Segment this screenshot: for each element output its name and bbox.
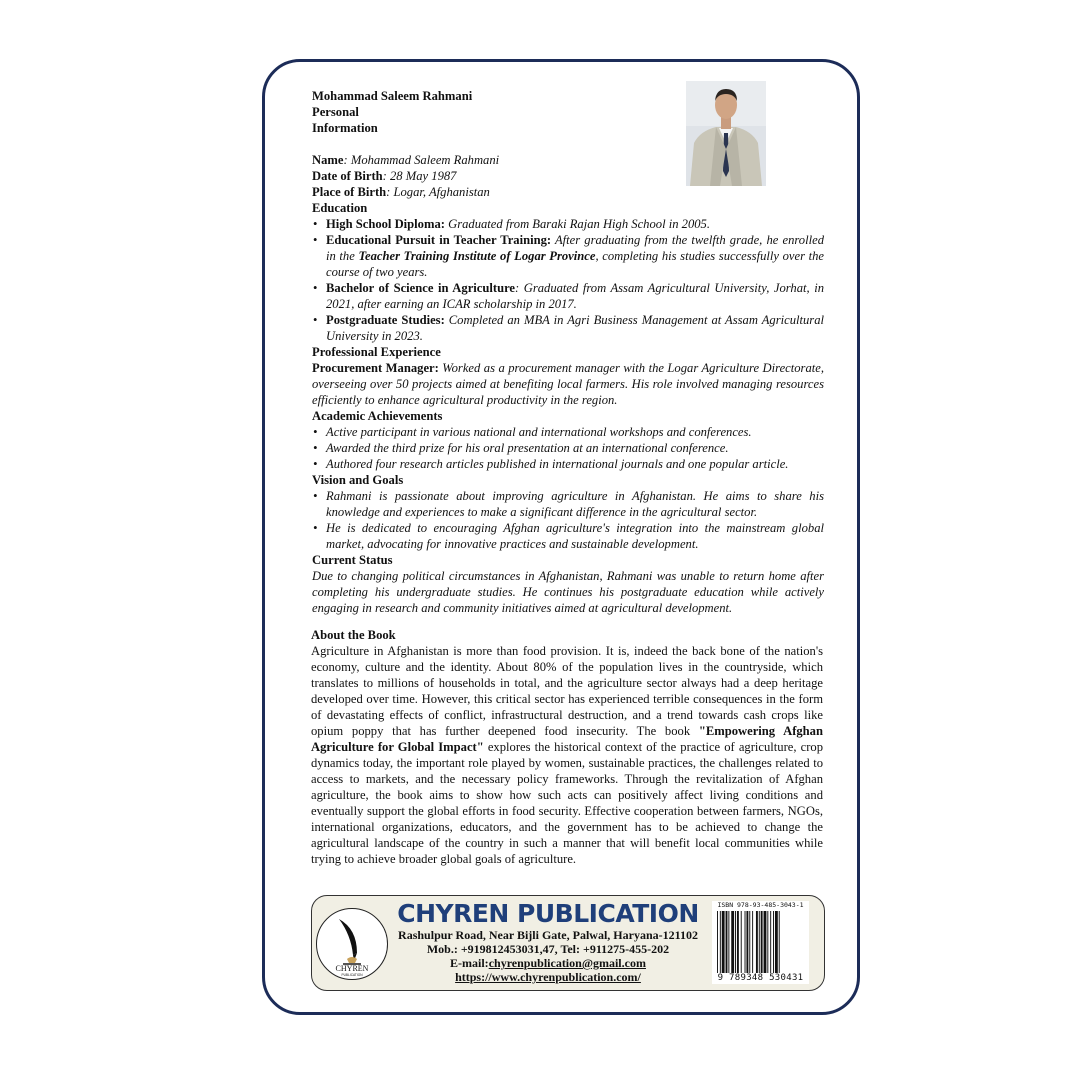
barcode-bars	[712, 901, 809, 984]
tt-institute: Teacher Training Institute of Logar Province	[358, 249, 596, 263]
pob-label: Place of Birth	[312, 185, 387, 199]
pg-text: Completed an MBA in Agri Business Management at Assam Agricultural University in 2023.	[326, 313, 824, 343]
list-item: • Awarded the third prize for his oral presentation at an international conference.	[312, 440, 824, 456]
list-item: • Rahmani is passionate about improving agriculture in Afghanistan. He aims to share his knowledge and experiences to make a significant difference in the agricultural sector.	[312, 488, 824, 520]
about-text-2: explores the historical context of the practice of agriculture, crop dynamics today, the important role played by women, sustainable practices, the challenges related to access to markets, and the necessary policy frameworks. Through the revitalization of Afghan agriculture, the book aims to show how such acts can positively affect living conditions and eventually support the global efforts in food security. Effective cooperation between farmers, NGOs, international organizations, educators, and the government has to be achieved to change the agricultural landscape of the country in such a manner that will benefit local communities while trying to achieve broader global goals of agriculture.	[311, 740, 823, 866]
name-row	[312, 152, 824, 168]
publisher-address: Rashulpur Road, Near Bijli Gate, Palwal, Haryana-121102	[398, 928, 698, 942]
tt-text-2: , completing his studies successfully over the course of two years.	[326, 249, 825, 279]
email-label: E-mail:	[450, 956, 489, 970]
about-heading: About the Book	[311, 628, 396, 642]
vision-heading: Vision and Goals	[312, 473, 404, 487]
header-line-3: Information	[312, 121, 378, 135]
list-item: • Authored four research articles published in international journals and one popular article.	[312, 456, 824, 472]
publisher-website[interactable]: https://www.chyrenpublication.com/	[455, 970, 641, 984]
publisher-info	[390, 900, 706, 984]
education-list	[312, 216, 824, 344]
logo-text: CHYREN	[335, 964, 369, 973]
list-item: • He is dedicated to encouraging Afghan agriculture's integration into the mainstream global market, advocating for innovative practices and sustainable development.	[312, 520, 824, 552]
publisher-name: CHYREN PUBLICATION	[397, 899, 699, 928]
pob-row	[312, 184, 824, 200]
achievements-heading: Academic Achievements	[312, 409, 443, 423]
about-paragraph	[311, 643, 823, 867]
header-line-2: Personal	[312, 105, 359, 119]
pob-value: : Logar, Afghanistan	[386, 185, 490, 199]
publisher-logo	[316, 908, 388, 980]
list-item	[312, 232, 824, 280]
about-text-1: Agriculture in Afghanistan is more than food provision. It is, indeed the back bone of the nation's economy, culture and the identity. About 80% of the population lives in the countryside, which translates to millions of households in total, and the agriculture sector always had a deep heritage developed over time. However, this critical sector has experienced terrible consequences in the form of devastating effects of conflict, infrastructural destruction, and a trend towards cash crops like opium poppy that has further deepened food insecurity. The book	[311, 644, 823, 738]
dob-row	[312, 168, 824, 184]
author-info	[312, 88, 824, 616]
logo-subtext: PUBLICATION	[341, 973, 363, 977]
barcode-digits: 9 789348 530431	[717, 973, 804, 983]
experience-label: Procurement Manager:	[312, 361, 439, 375]
publisher-phone: Mob.: +919812453031,47, Tel: +911275-455-202	[426, 942, 670, 956]
status-heading: Current Status	[312, 553, 393, 567]
about-the-book	[311, 627, 823, 867]
list-item	[312, 312, 824, 344]
tt-label: Educational Pursuit in Teacher Training:	[326, 233, 552, 247]
publisher-footer	[311, 895, 825, 991]
header-line-1: Mohammad Saleem Rahmani	[312, 89, 473, 103]
bs-label: Bachelor of Science in Agriculture	[326, 281, 516, 295]
bs-text: : Graduated from Assam Agricultural University, Jorhat, in 2021, after earning an ICAR scholarship in 2017.	[326, 281, 824, 311]
list-item	[312, 280, 824, 312]
achievements-list	[312, 424, 824, 472]
hs-text: Graduated from Baraki Rajan High School in 2005.	[444, 217, 711, 231]
isbn-barcode	[712, 901, 809, 984]
dob-label: Date of Birth	[312, 169, 383, 183]
experience-paragraph	[312, 360, 824, 408]
dob-value: : 28 May 1987	[382, 169, 457, 183]
pg-label: Postgraduate Studies:	[326, 313, 445, 327]
publisher-email[interactable]: chyrenpublication@gmail.com	[488, 956, 646, 970]
status-text: Due to changing political circumstances in Afghanistan, Rahmani was unable to return home after completing his undergraduate studies. He continues his postgraduate education while actively engaging in research and community initiatives aimed at agricultural development.	[312, 569, 824, 615]
header-title	[312, 88, 824, 136]
list-item	[312, 216, 824, 232]
hs-label: High School Diploma:	[326, 217, 445, 231]
experience-heading: Professional Experience	[312, 345, 441, 359]
name-label: Name	[312, 153, 344, 167]
tt-text-1: After graduating from the twelfth grade, he enrolled in the	[326, 233, 824, 263]
isbn-number: ISBN 978-93-485-3043-1	[717, 901, 804, 909]
book-title: "Empowering Afghan Agriculture for Global Impact"	[311, 724, 823, 754]
education-heading: Education	[312, 201, 368, 215]
name-value: : Mohammad Saleem Rahmani	[343, 153, 500, 167]
vision-list	[312, 488, 824, 552]
publisher-email-row	[390, 956, 706, 970]
list-item: • Active participant in various national and international workshops and conferences.	[312, 424, 824, 440]
experience-text: Worked as a procurement manager with the Logar Agriculture Directorate, overseeing over 50 projects aimed at benefiting local farmers. His role involved managing resources efficiently to enhance agricultural productivity in the region.	[312, 361, 824, 407]
